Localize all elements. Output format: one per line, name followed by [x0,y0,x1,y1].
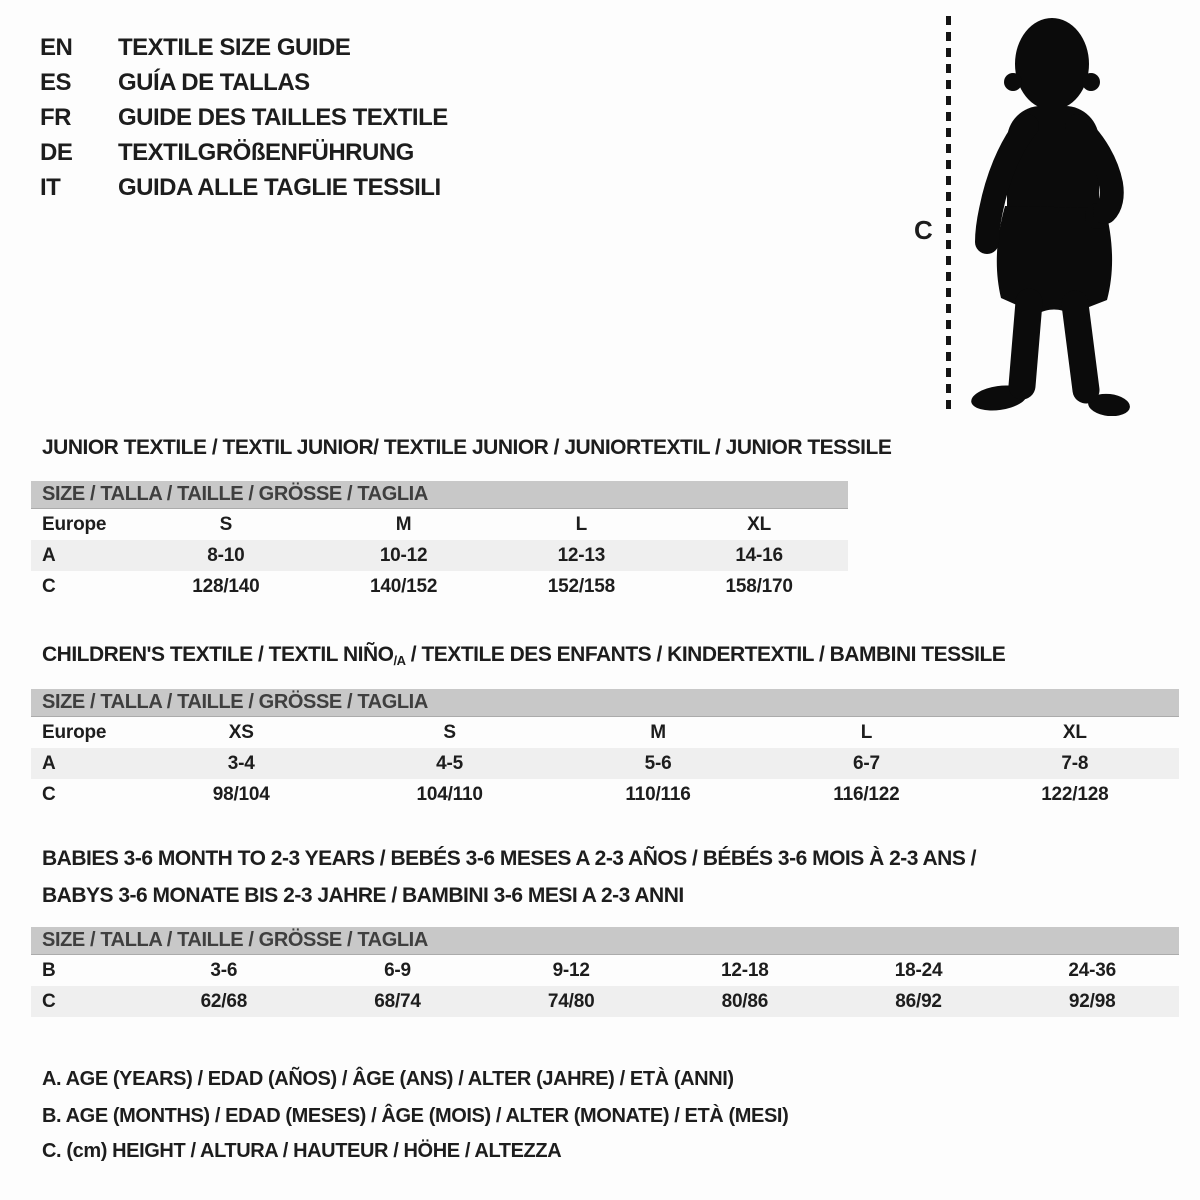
table-row-sizes [31,509,848,540]
language-row-es [40,65,448,100]
months-cell: 24-36 [1068,959,1116,981]
legend-age-years: A. AGE (YEARS) / EDAD (AÑOS) / ÂGE (ANS) / ALTER (JAHRE) / ETÀ (ANNI) [42,1068,734,1090]
row-label-a: A [42,752,56,774]
age-cell: 12-13 [557,544,606,566]
height-cell: 116/122 [833,783,900,805]
babies-section-title-line2: BABYS 3-6 MONATE BIS 2-3 JAHRE / BAMBINI 3-6 MESI A 2-3 ANNI [42,884,684,907]
table-row-height [31,571,848,602]
size-col: XL [1062,721,1087,743]
height-cell: 74/80 [547,990,595,1012]
size-col: L [575,513,588,535]
language-list [40,30,448,205]
months-cell: 18-24 [894,959,943,981]
guide-title-fr: GUIDE DES TAILLES TEXTILE [118,103,448,131]
age-cell: 14-16 [735,544,783,566]
table-row-sizes [31,717,1179,748]
row-label-c: C [42,575,56,597]
age-cell: 5-6 [644,752,672,774]
height-measure-dashed-line [946,16,951,414]
language-code: ES [40,68,72,96]
language-code: FR [40,103,71,131]
size-col: S [219,513,233,535]
height-cell: 140/152 [369,575,438,597]
table-row-height [31,986,1179,1017]
months-cell: 12-18 [721,959,769,981]
guide-title-de: TEXTILGRÖßENFÜHRUNG [118,138,414,166]
age-cell: 4-5 [436,752,464,774]
language-code: IT [40,173,61,201]
table-row-height [31,779,1179,810]
guide-title-it: GUIDA ALLE TAGLIE TESSILI [118,173,441,201]
children-size-table [31,689,1179,810]
table-row-age [31,748,1179,779]
children-section-title [42,643,1005,667]
height-cell: 104/110 [416,783,483,805]
months-cell: 9-12 [552,959,590,981]
height-cell: 86/92 [895,990,942,1012]
toddler-silhouette-icon [963,14,1135,416]
height-cell: 158/170 [725,575,793,597]
height-cell: 68/74 [374,990,421,1012]
size-header-label: SIZE / TALLA / TAILLE / GRÖSSE / TAGLIA [42,483,428,505]
age-cell: 3-4 [227,752,255,774]
row-label-c: C [42,990,56,1012]
size-header-label: SIZE / TALLA / TAILLE / GRÖSSE / TAGLIA [42,691,428,713]
size-header-bar [31,481,848,509]
babies-size-table [31,927,1179,1017]
height-cell: 128/140 [192,575,260,597]
months-cell: 6-9 [384,959,411,981]
height-cell: 152/158 [547,575,616,597]
months-cell: 3-6 [210,959,238,981]
age-cell: 6-7 [852,752,880,774]
size-col: XL [747,513,772,535]
size-col: L [860,721,873,743]
legend-height-cm: C. (cm) HEIGHT / ALTURA / HAUTEUR / HÖHE / ALTEZZA [42,1140,562,1162]
height-measure-label: C [914,215,933,245]
language-row-fr [40,100,448,135]
row-label-c: C [42,783,56,805]
children-title-pre: CHILDREN'S TEXTILE / TEXTIL NIÑO [42,643,394,666]
height-cell: 98/104 [212,783,270,805]
guide-title-es: GUÍA DE TALLAS [118,68,310,96]
size-col: S [443,721,456,743]
legend-age-months: B. AGE (MONTHS) / EDAD (MESES) / ÂGE (MOIS) / ALTER (MONATE) / ETÀ (MESI) [42,1105,789,1127]
guide-title-en: TEXTILE SIZE GUIDE [118,33,351,61]
language-row-en [40,30,448,65]
size-header-label: SIZE / TALLA / TAILLE / GRÖSSE / TAGLIA [42,929,428,951]
babies-section-title-line1: BABIES 3-6 MONTH TO 2-3 YEARS / BEBÉS 3-6 MESES A 2-3 AÑOS / BÉBÉS 3-6 MOIS À 2-3 ANS / [42,847,977,870]
junior-section-title: JUNIOR TEXTILE / TEXTIL JUNIOR/ TEXTILE JUNIOR / JUNIORTEXTIL / JUNIOR TESSILE [42,436,892,459]
language-code: EN [40,33,73,61]
language-row-de [40,135,448,170]
row-label-europe: Europe [42,721,107,743]
height-cell: 92/98 [1068,990,1116,1012]
size-header-bar [31,927,1179,955]
height-cell: 80/86 [721,990,769,1012]
row-label-a: A [42,544,56,566]
size-header-bar [31,689,1179,717]
height-cell: 122/128 [1041,783,1109,805]
size-col: M [650,721,666,743]
junior-size-table [31,481,848,602]
children-title-post: / TEXTILE DES ENFANTS / KINDERTEXTIL / BAMBINI TESSILE [405,643,1006,666]
age-cell: 8-10 [207,544,245,566]
row-label-b: B [42,959,56,981]
language-row-it [40,170,448,205]
size-col: XS [228,721,254,743]
table-row-age [31,540,848,571]
age-cell: 7-8 [1061,752,1089,774]
language-code: DE [40,138,73,166]
children-title-subscript: /A [393,653,406,668]
size-col: M [395,513,412,535]
age-cell: 10-12 [379,544,428,566]
height-cell: 110/116 [625,783,691,805]
height-cell: 62/68 [200,990,248,1012]
table-row-months [31,955,1179,986]
row-label-europe: Europe [42,513,107,535]
